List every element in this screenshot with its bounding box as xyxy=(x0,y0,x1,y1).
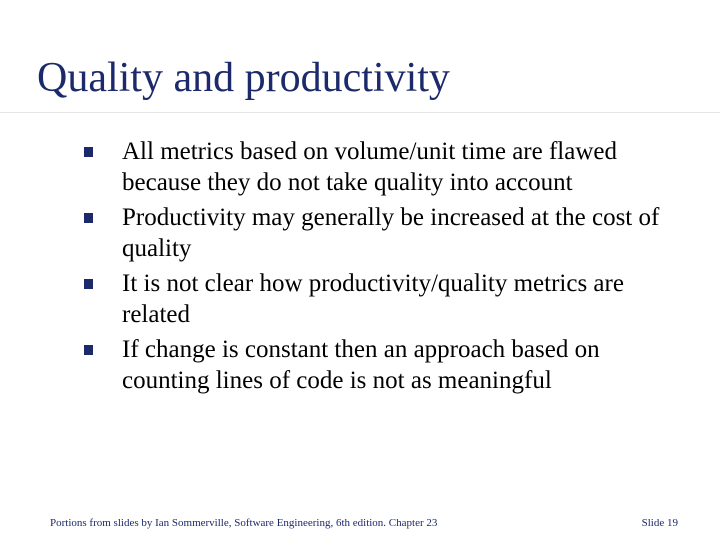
bullet-text: It is not clear how productivity/quality metrics are related xyxy=(122,270,624,328)
square-bullet-icon xyxy=(84,279,93,289)
square-bullet-icon xyxy=(84,147,93,157)
bullet-item xyxy=(84,269,684,330)
bullet-item xyxy=(84,335,684,396)
square-bullet-icon xyxy=(84,213,93,223)
bullet-text: All metrics based on volume/unit time are flawed because they do not take quality into account xyxy=(122,138,617,196)
bullet-item xyxy=(84,137,684,198)
footer-source-text: Portions from slides by Ian Sommerville, Software Engineering, 6th edition. Chapter 23 xyxy=(50,517,438,529)
bullet-item xyxy=(84,203,684,264)
title-divider xyxy=(0,112,720,113)
square-bullet-icon xyxy=(84,345,93,355)
slide-title: Quality and productivity xyxy=(37,55,450,101)
bullet-text: Productivity may generally be increased at the cost of quality xyxy=(122,204,660,262)
bullet-text: If change is constant then an approach based on counting lines of code is not as meaningful xyxy=(122,336,600,394)
slide-number: Slide 19 xyxy=(641,517,678,529)
bullet-list xyxy=(84,137,684,401)
